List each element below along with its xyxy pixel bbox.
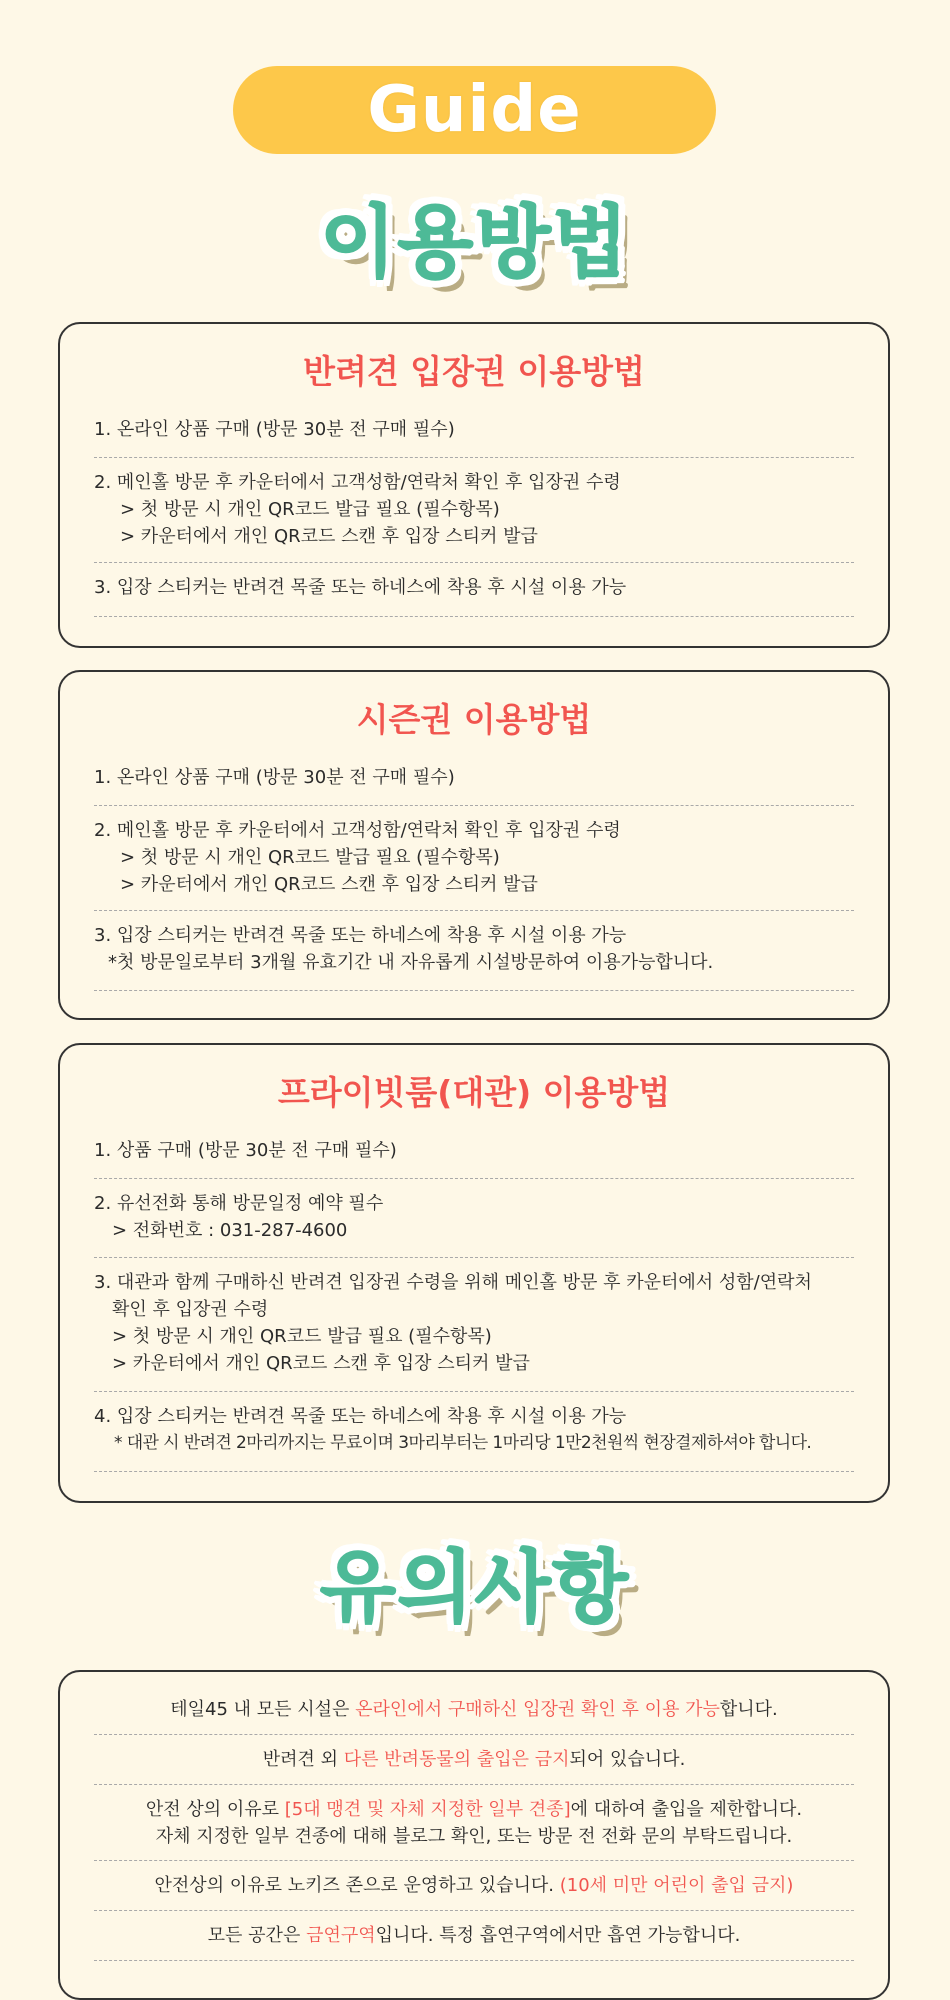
note-text: 안전 상의 이유로 xyxy=(145,1799,285,1820)
step-item xyxy=(94,574,854,601)
divider xyxy=(94,457,854,458)
note-text: 모든 공간은 xyxy=(207,1925,307,1946)
step-subline: > 카운터에서 개인 QR코드 스캔 후 입장 스티커 발급 xyxy=(112,1353,530,1374)
usage-heading: 이용방법 xyxy=(320,198,630,288)
step-item xyxy=(94,469,854,550)
step-line: 3. 입장 스티커는 반려견 목줄 또는 하네스에 착용 후 시설 이용 가능 xyxy=(94,925,627,946)
step-line: 3. 대관과 함께 구매하신 반려견 입장권 수령을 위해 메인홀 방문 후 카운터에서 성함/연락처 xyxy=(94,1272,812,1293)
step-item xyxy=(94,1190,854,1244)
note-text: 에 대하여 출입을 제한합니다. xyxy=(570,1799,803,1820)
step-line: 1. 온라인 상품 구매 (방문 30분 전 구매 필수) xyxy=(94,767,455,788)
card-title: 시즌권 이용방법 xyxy=(356,700,592,739)
divider xyxy=(94,1257,854,1258)
step-subline: > 카운터에서 개인 QR코드 스캔 후 입장 스티커 발급 xyxy=(120,874,538,895)
step-line: 2. 메인홀 방문 후 카운터에서 고객성함/연락처 확인 후 입장권 수령 xyxy=(94,472,621,493)
step-item xyxy=(94,764,854,791)
divider xyxy=(94,805,854,806)
note-line xyxy=(60,1746,888,1773)
card-title: 프라이빗룸(대관) 이용방법 xyxy=(277,1073,671,1112)
step-item xyxy=(94,1269,854,1377)
step-subline: > 첫 방문 시 개인 QR코드 발급 필요 (필수항목) xyxy=(112,1326,492,1347)
note-text: 입니다. 특정 흡연구역에서만 흡연 가능합니다. xyxy=(375,1925,741,1946)
note-line xyxy=(60,1823,888,1850)
note-highlight: 다른 반려동물의 출입은 금지 xyxy=(343,1749,570,1770)
step-line: 3. 입장 스티커는 반려견 목줄 또는 하네스에 착용 후 시설 이용 가능 xyxy=(94,577,627,598)
step-item xyxy=(94,1403,854,1457)
note-text: 테일45 내 모든 시설은 xyxy=(170,1699,356,1720)
note-highlight: 온라인에서 구매하신 입장권 확인 후 이용 가능 xyxy=(355,1699,720,1720)
note-item xyxy=(60,1796,888,1850)
step-line: 2. 유선전화 통해 방문일정 예약 필수 xyxy=(94,1193,384,1214)
divider xyxy=(94,562,854,563)
step-item xyxy=(94,817,854,898)
note-highlight: 금연구역 xyxy=(306,1925,376,1946)
divider xyxy=(94,616,854,617)
divider xyxy=(94,1391,854,1392)
step-line: 4. 입장 스티커는 반려견 목줄 또는 하네스에 착용 후 시설 이용 가능 xyxy=(94,1406,627,1427)
divider xyxy=(94,1178,854,1179)
step-subline: 확인 후 입장권 수령 xyxy=(112,1299,269,1320)
notes-card xyxy=(58,1670,890,2000)
note-item xyxy=(60,1746,888,1773)
step-line: 2. 메인홀 방문 후 카운터에서 고객성함/연락처 확인 후 입장권 수령 xyxy=(94,820,621,841)
divider xyxy=(94,1734,854,1735)
notes-heading: 유의사항 xyxy=(320,1543,630,1633)
step-subline: *첫 방문일로부터 3개월 유효기간 내 자유롭게 시설방문하여 이용가능합니다. xyxy=(108,952,714,973)
step-item xyxy=(94,1137,854,1164)
note-item xyxy=(60,1696,888,1723)
divider xyxy=(94,1784,854,1785)
season-pass-usage-card xyxy=(58,670,890,1020)
step-subline: > 카운터에서 개인 QR코드 스캔 후 입장 스티커 발급 xyxy=(120,526,538,547)
step-subline: > 첫 방문 시 개인 QR코드 발급 필요 (필수항목) xyxy=(120,499,500,520)
note-line xyxy=(60,1796,888,1823)
guide-banner xyxy=(233,66,716,154)
step-line: 1. 상품 구매 (방문 30분 전 구매 필수) xyxy=(94,1140,397,1161)
card-title: 반려견 입장권 이용방법 xyxy=(303,352,645,391)
divider xyxy=(94,910,854,911)
pet-ticket-usage-card xyxy=(58,322,890,648)
divider xyxy=(94,1910,854,1911)
step-subline: > 전화번호 : 031-287-4600 xyxy=(112,1220,348,1241)
step-item xyxy=(94,416,854,443)
note-text: 안전상의 이유로 노키즈 존으로 운영하고 있습니다. xyxy=(154,1875,560,1896)
step-subline: > 첫 방문 시 개인 QR코드 발급 필요 (필수항목) xyxy=(120,847,500,868)
divider xyxy=(94,1471,854,1472)
note-line xyxy=(60,1922,888,1949)
note-text: 합니다. xyxy=(719,1699,778,1720)
note-line xyxy=(60,1696,888,1723)
note-highlight: [5대 맹견 및 자체 지정한 일부 견종] xyxy=(284,1799,571,1820)
step-item xyxy=(94,922,854,976)
divider xyxy=(94,1860,854,1861)
note-text: 자체 지정한 일부 견종에 대해 블로그 확인, 또는 방문 전 전화 문의 부탁드립니다. xyxy=(155,1826,793,1847)
note-highlight: (10세 미만 어린이 출입 금지) xyxy=(559,1875,794,1896)
private-room-usage-card xyxy=(58,1043,890,1503)
step-subline: * 대관 시 반려견 2마리까지는 무료이며 3마리부터는 1마리당 1만2천원씩 현장결제하셔야 합니다. xyxy=(114,1433,812,1453)
note-item xyxy=(60,1922,888,1949)
step-line: 1. 온라인 상품 구매 (방문 30분 전 구매 필수) xyxy=(94,419,455,440)
note-item xyxy=(60,1872,888,1899)
divider xyxy=(94,990,854,991)
note-line xyxy=(60,1872,888,1899)
guide-label: Guide xyxy=(367,73,582,147)
divider xyxy=(94,1960,854,1961)
note-text: 반려견 외 xyxy=(262,1749,344,1770)
note-text: 되어 있습니다. xyxy=(569,1749,686,1770)
